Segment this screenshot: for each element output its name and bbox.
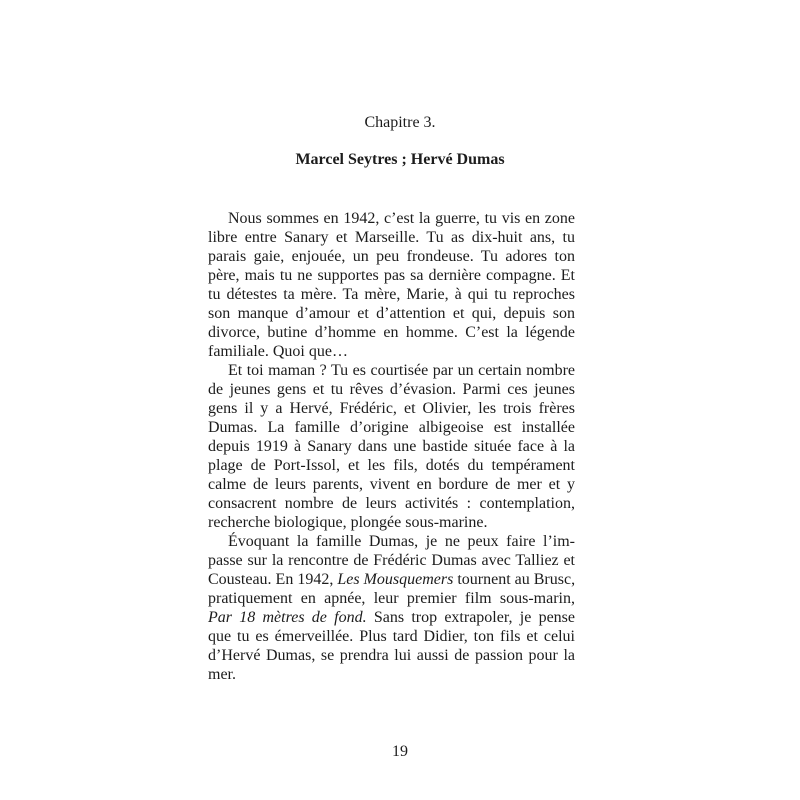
film-title-italic: Par 18 mètres de fond. bbox=[208, 609, 367, 626]
text-line: recherche biologique, plongée sous-marine. bbox=[208, 514, 488, 531]
text-segment: tournent au Brusc, bbox=[457, 571, 576, 588]
chapter-label: Chapitre 3. bbox=[364, 114, 436, 131]
text-segment: Cousteau. En 1942, bbox=[208, 571, 334, 588]
text-line: calme de leurs parents, vivent en bordure de mer et y bbox=[208, 476, 575, 493]
text-line: père, mais tu ne supportes pas sa dernière compagne. Et bbox=[208, 267, 575, 284]
text-line: d’Hervé Dumas, se prendra lui aussi de passion pour la bbox=[208, 647, 575, 664]
text-line: mer. bbox=[208, 666, 236, 683]
text-line bbox=[208, 570, 575, 589]
text-line: Évoquant la famille Dumas, je ne peux faire l’im- bbox=[228, 533, 575, 550]
text-line: Nous sommes en 1942, c’est la guerre, tu vis en zone bbox=[228, 210, 575, 227]
text-line: consacrent nombre de leurs activités : contemplation, bbox=[208, 495, 575, 512]
text-line: gens il y a Hervé, Frédéric, et Olivier, les trois frères bbox=[208, 400, 575, 417]
chapter-title: Marcel Seytres ; Hervé Dumas bbox=[295, 151, 505, 168]
text-line: divorce, butine d’homme en homme. C’est la légende bbox=[208, 324, 575, 341]
text-line: plage de Port-Issol, et les fils, dotés du tempérament bbox=[208, 457, 575, 474]
text-line: de jeunes gens et tu rêves d’évasion. Parmi ces jeunes bbox=[208, 381, 575, 398]
body-text bbox=[208, 209, 575, 684]
text-line: depuis 1919 à Sanary dans une bastide située face à la bbox=[208, 438, 575, 455]
text-line: libre entre Sanary et Marseille. Tu as dix-huit ans, tu bbox=[208, 229, 575, 246]
text-line: familiale. Quoi que… bbox=[208, 343, 348, 360]
text-line: passe sur la rencontre de Frédéric Dumas avec Talliez et bbox=[208, 552, 575, 569]
text-line: tu détestes ta mère. Ta mère, Marie, à qui tu reproches bbox=[208, 286, 575, 303]
text-line: que tu es émerveillée. Plus tard Didier, ton fils et celui bbox=[208, 628, 575, 645]
film-title-italic: Les Mousquemers bbox=[337, 571, 454, 588]
text-line: parais gaie, enjouée, un peu frondeuse. Tu adores ton bbox=[208, 248, 575, 265]
text-line: Dumas. La famille d’origine albigeoise est installée bbox=[208, 419, 575, 436]
text-segment: Sans trop extrapoler, je pense bbox=[373, 609, 576, 626]
text-line: pratiquement en apnée, leur premier film sous-marin, bbox=[208, 590, 575, 607]
text-line: Et toi maman ? Tu es courtisée par un certain nombre bbox=[228, 362, 575, 379]
text-line: son manque d’amour et d’attention et qui, depuis son bbox=[208, 305, 575, 322]
text-line bbox=[208, 608, 575, 627]
page-number: 19 bbox=[392, 743, 408, 760]
